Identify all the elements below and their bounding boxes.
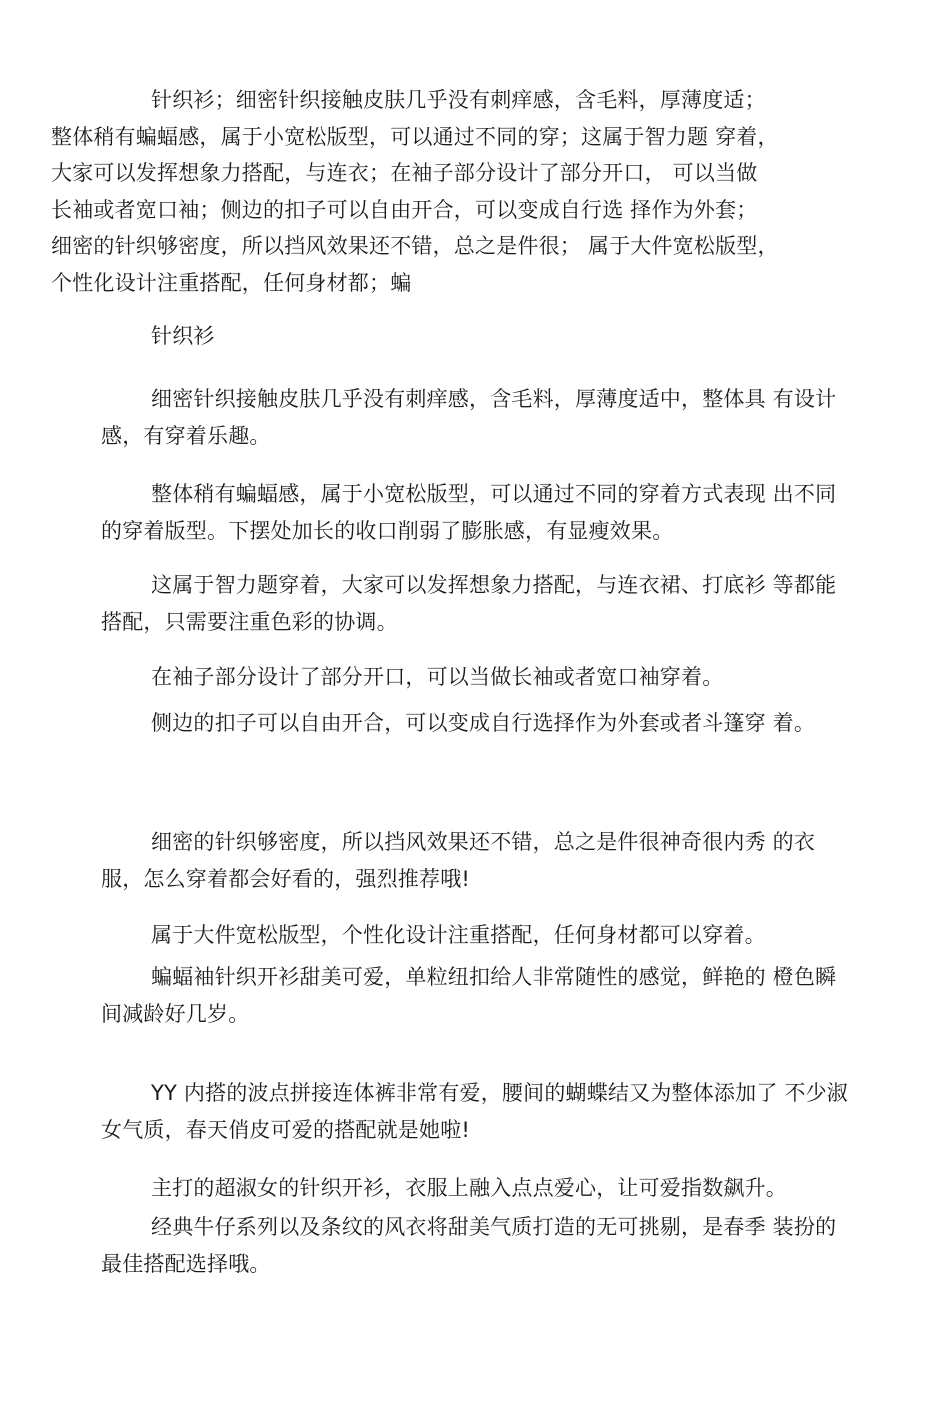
summary-line: 长袖或者宽口袖；侧边的扣子可以自由开合，可以变成自行选 择作为外套； [51, 197, 758, 222]
paragraph: 在袖子部分设计了部分开口，可以当做长袖或者宽口袖穿着。 [151, 665, 724, 689]
section-heading: 针织衫 [151, 324, 215, 348]
paragraph: 侧边的扣子可以自由开合，可以变成自行选择作为外套或者斗篷穿 着。 [151, 711, 816, 735]
summary-line: 个性化设计注重搭配，任何身材都；蝙 [51, 270, 412, 295]
paragraph: 蝙蝠袖针织开衫甜美可爱，单粒纽扣给人非常随性的感觉，鲜艳的 橙色瞬间减龄好几岁。 [101, 965, 837, 1026]
paragraph: 细密的针织够密度，所以挡风效果还不错，总之是件很神奇很内秀 的衣服，怎么穿着都会好看的，强烈推荐哦! [101, 830, 816, 891]
paragraph: 细密针织接触皮肤几乎没有刺痒感，含毛料，厚薄度适中，整体具 有设计感，有穿着乐趣。 [101, 387, 837, 448]
paragraph: YY 内搭的波点拼接连体裤非常有爱，腰间的蝴蝶结又为整体添加了 不少淑女气质，春天俏皮可爱的搭配就是她啦! [101, 1081, 849, 1142]
paragraph-summary [51, 82, 851, 301]
summary-line: 细密的针织够密度，所以挡风效果还不错，总之是件很； 属于大件宽松版型， [51, 234, 779, 258]
paragraph: 主打的超淑女的针织开衫，衣服上融入点点爱心，让可爱指数飙升。 [151, 1176, 787, 1200]
paragraph: 这属于智力题穿着，大家可以发挥想象力搭配，与连衣裙、打底衫 等都能搭配，只需要注重色彩的协调。 [101, 573, 837, 634]
paragraph: 经典牛仔系列以及条纹的风衣将甜美气质打造的无可挑剔，是春季 装扮的最佳搭配选择哦。 [101, 1215, 837, 1276]
summary-line: 大家可以发挥想象力搭配，与连衣；在袖子部分设计了部分开口， 可以当做 [51, 161, 758, 185]
paragraph: 属于大件宽松版型，个性化设计注重搭配，任何身材都可以穿着。 [151, 923, 766, 947]
paragraph: 整体稍有蝙蝠感，属于小宽松版型，可以通过不同的穿着方式表现 出不同的穿着版型。下摆处加长的收口削弱了膨胀感，有显瘦效果。 [101, 482, 837, 543]
summary-line: 针织衫；细密针织接触皮肤几乎没有刺痒感，含毛料，厚薄度适； [151, 88, 766, 112]
summary-line: 整体稍有蝙蝠感，属于小宽松版型，可以通过不同的穿；这属于智力题 穿着， [51, 124, 779, 149]
